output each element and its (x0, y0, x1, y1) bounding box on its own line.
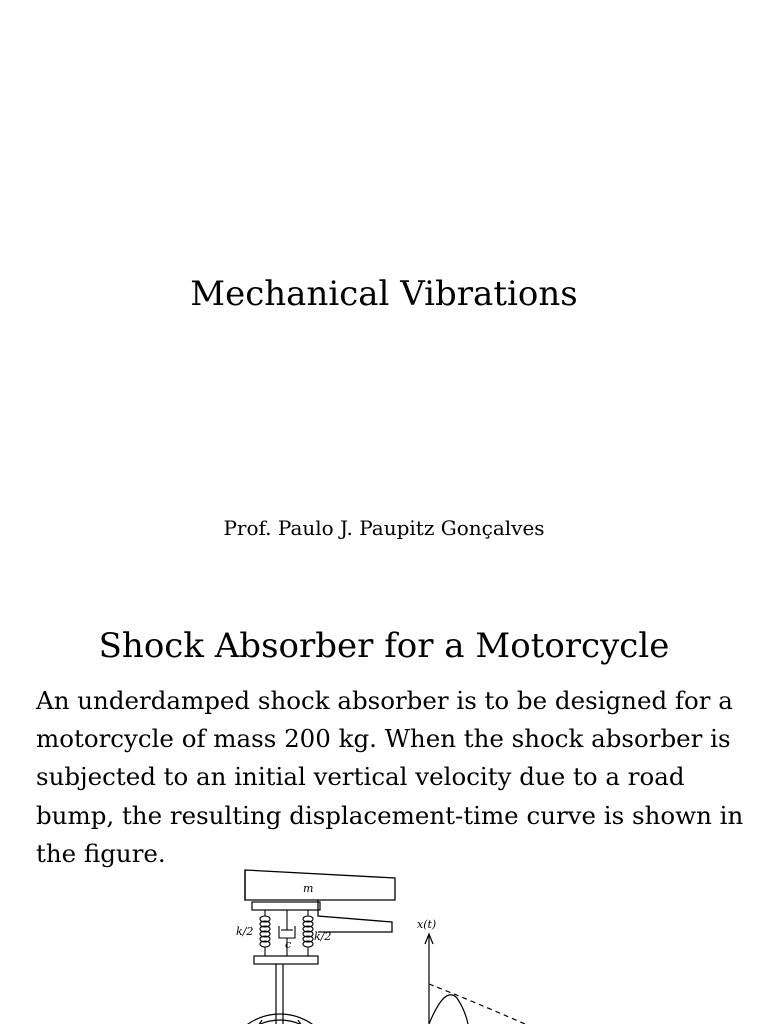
problem-statement: An underdamped shock absorber is to be designed for a motorcycle of mass 200 kg. When the shock absorber is subjected to an initial vertical velocity due to a road bump, the resulting displacement-time curve is shown in the figure. (36, 686, 744, 868)
author-name: Prof. Paulo J. Paupitz Gonçalves (223, 516, 545, 540)
damper-label: c (285, 938, 292, 951)
lower-plate (254, 956, 318, 964)
mass-block (245, 870, 395, 932)
presentation-title: Mechanical Vibrations (190, 274, 578, 314)
slide-title: Shock Absorber for a Motorcycle (98, 626, 670, 666)
axis-label: x(t) (417, 918, 437, 931)
content-slide (0, 600, 768, 1024)
response-plot (425, 934, 525, 1024)
mass-label: m (303, 882, 314, 895)
left-spring-icon (260, 910, 270, 956)
fork-icon (276, 964, 283, 1024)
shock-absorber-figure (0, 860, 768, 1024)
spring-right-label: k/2 (314, 930, 332, 943)
wheel-icon (224, 1014, 336, 1024)
upper-plate (252, 902, 320, 910)
decay-envelope (429, 984, 525, 1024)
response-curve (429, 995, 468, 1024)
spring-left-label: k/2 (236, 925, 254, 938)
right-spring-icon (303, 910, 313, 956)
